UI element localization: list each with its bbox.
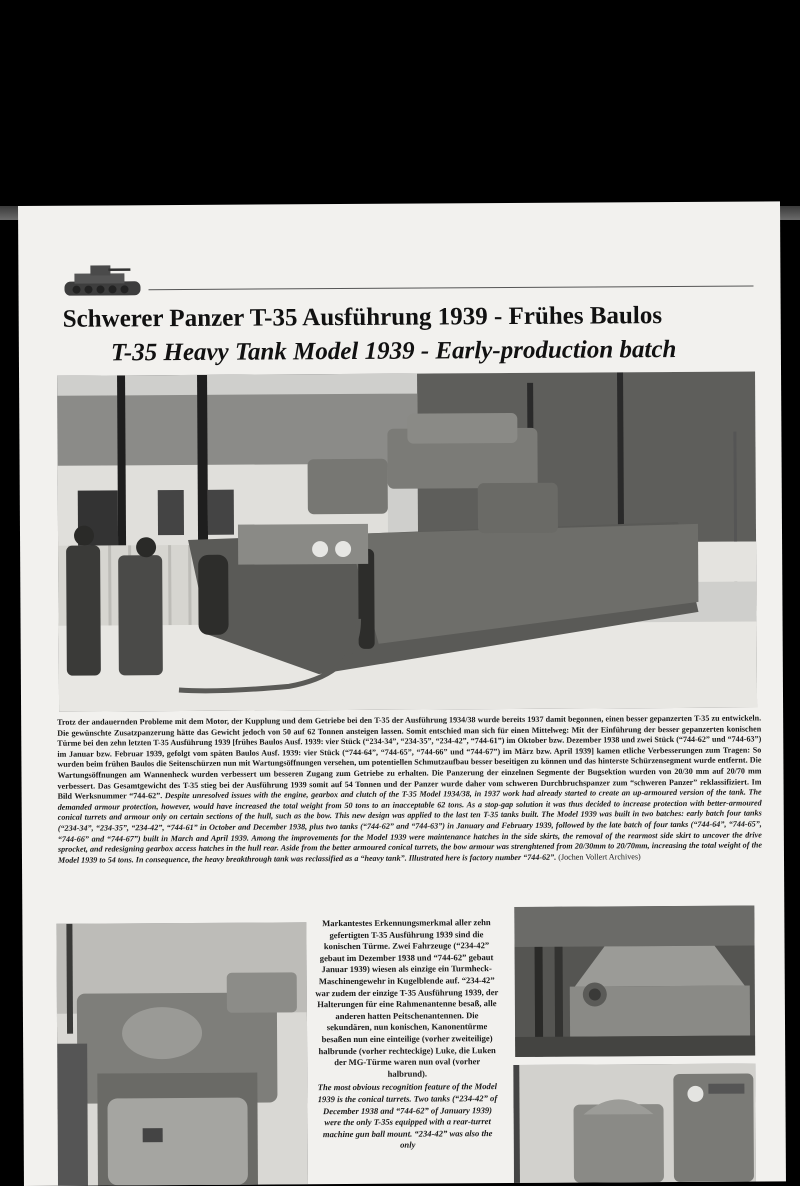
conical-turret-photo [514,906,755,1057]
header-rule [149,286,754,291]
photo-credit: (Jochen Vollert Archives) [558,851,641,862]
side-caption-german: Markantestes Erkennungsmerkmal aller zehn gefertigten T-35 Ausführung 1939 sind die konischen Türme. Zwei Fahrzeuge (“234-42” gebaut im Dezember 1938 und “744-62” gebaut Januar 1939) wiesen als einzige ein Turmheck-Maschinengewehr in Kugelblende auf. “234-42” war zudem der einzige T-35 Ausführung 1939, der Halterungen für eine Rahmenantenne besaß, alle anderen hatten Peitschenantennen. Die sekundären, nun konischen, Kanonentürme besaßen nun eine einteilige (vorher zweiteilige) halbrunde (vorher rechteckige) Luke, die Luken der MG-Türme waren nun oval (vorher halbrund). [315,917,499,1079]
side-caption-english: The most obvious recognition feature of the Model 1939 is the conical turrets. Two tanks (“234-42” of December 1938 and “744-62” of January 1939) were the only T-35s equipped with a rear-turret machine gun ball mount. “234-42” was also the only [317,1081,498,1150]
main-tank-photo [57,372,757,712]
turret-detail-photo [56,922,308,1186]
turret-rear-photo [513,1064,756,1183]
tank-logo-icon [60,261,144,302]
book-page [18,201,786,1186]
side-caption [314,917,499,1152]
main-photo-caption [57,713,762,866]
caption-german-text: Trotz der andauernden Probleme mit dem Motor, der Kupplung und dem Getriebe bei den T-35 der Ausführung 1934/38 wurde bereits 1937 damit begonnen, einen besser gepanzerten T-35 zu entwickeln. Die gewünschte Zusatzpanzerung hätte das Gewicht jedoch von 50 auf 62 Tonnen ansteigen lassen. Somit entschied man sich für einen Mittelweg: Mit der Einführung der besser gepanzerten konischen Türme bei den zehn letzten T-35 Ausführung 1939 [frühes Baulos Ausf. 1939: vier Stück (“234-34”, “234-35”, “234-42”, “744-61”) im Oktober bzw. Dezember 1938 und zwei Stück (“744-62” und “744-63”) im Januar bzw. Februar 1939, gefolgt vom späten Baulos Ausf. 1939: vier Stück (“744-64”, “744-65”, “744-66” und “744-67”) im März bzw. April 1939] kamen etliche Verbesserungen zum Tragen: So wurden beim frühen Baulos die Seitenschürzen nun mit Wartungsöffnungen versehen, um potentiellen Schmutzaufbau besser beseitigen zu können und das hinterste Schürzensegment wurde entfernt. Die Wartungsöffnungen am Wannenheck wurden verbessert um besseren Zugang zum Getriebe zu erhalten. Die Panzerung der einzelnen Segmente der Bugsektion wurden von 20/30 mm auf 20/70 mm verbessert. Das Gesamtgewicht des T-35 stieg bei der Ausführung 1939 somit auf 54 Tonnen und der Panzer wurde daher vom schweren Durchbruchspanzer zum “schweren Panzer” reklassifiziert. Im Bild Werksnummer “744-62”. [57,713,762,801]
title-german: Schwerer Panzer T-35 Ausführung 1939 - Frühes Baulos [62,302,663,333]
caption-english-text: Despite unresolved issues with the engine, gearbox and clutch of the T-35 Model 1934/38, in 1937 work had already started to create an up-armoured version of the tank. The demanded armour protection, however, would have increased the total weight from 50 tons to an inacceptable 62 tons. As a stop-gap solution it was thus decided to increase protection with better-armoured conical turrets and armour only on certain sections of the hull, such as the bow. This new design was applied to the last ten T-35 tanks built. The Model 1939 was built in two batches: early batch four tanks (“234-34”, “234-35”, “234-42”, “744-61” in October and December 1938, plus two tanks (“744-62” and “744-63”) in January and February 1939, followed by the late batch of four tanks (“744-64”, “744-65”, “744-66” and “744-67”) built in March and April 1939. Among the improvements for the Model 1939 were maintenance hatches in the side skirts, the removal of the rearmost side skirt to uncover the drive sprocket, and redesigning gearbox access hatches in the hull rear. Aside from the better armoured conical turrets, the bow armour was strenghtened from 20/30mm to 20/70mm, increasing the total weight of the Model 1939 to 54 tons. In consequence, the heavy breakthrough tank was reclassified as a “heavy tank”. Illustrated here is factory number “744-62”. [57,787,762,865]
title-english: T-35 Heavy Tank Model 1939 - Early-production batch [110,335,677,367]
